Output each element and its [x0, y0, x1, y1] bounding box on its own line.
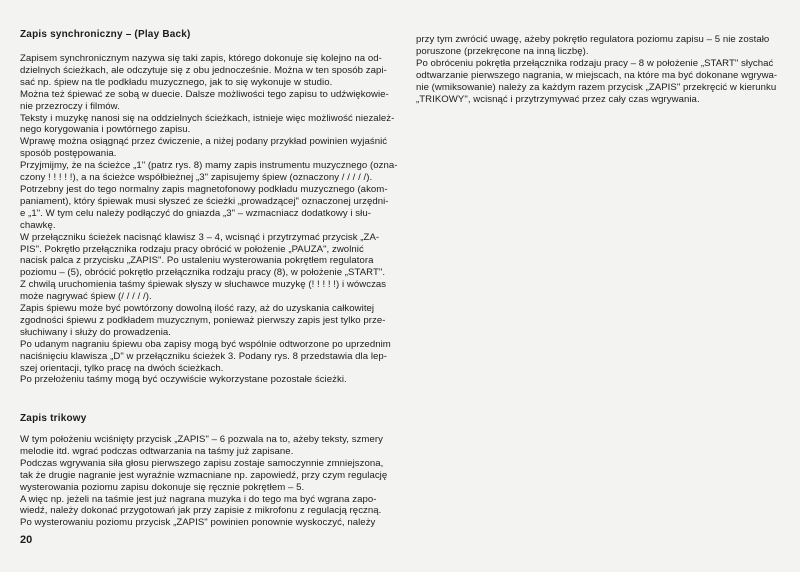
text-line: Z chwilą uruchomienia taśmy śpiewak słyszy w słuchawce muzykę (! ! ! ! !) i wówczas: [20, 279, 387, 291]
text-line: Po przełożeniu taśmy mogą być oczywiście wykorzystane pozostałe ścieżki.: [20, 374, 347, 386]
page-number: 20: [20, 534, 33, 546]
text-line: chawkę.: [20, 219, 56, 231]
text-line: sposób postępowania.: [20, 148, 117, 160]
text-line: odtwarzanie pierwszego nagrania, w miejscach, na które ma być dokonane wgrywa-: [416, 69, 778, 81]
text-line: Po obróceniu pokrętła przełącznika rodzaju pracy – 8 w położenie „START" słychać: [416, 57, 774, 69]
text-line: Po udanym nagraniu śpiewu oba zapisy mogą być wspólnie odtworzone po uprzednim: [20, 338, 391, 350]
text-line: czony ! ! ! ! !), a na ścieżce współbieżnej „3" zapisujemy śpiew (oznaczony / / / / /).: [20, 172, 373, 184]
section-text-trick-recording: [20, 434, 387, 529]
text-line: wiedź, należy dokonać przygotowań jak przy zapisie z mikrofonu z regulacją ręczną.: [20, 505, 382, 517]
text-line: Można też śpiewać ze sobą w duecie. Dalsze możliwości tego zapisu to udźwiękowie-: [20, 88, 389, 100]
text-line: melodie itd. wgrać podczas odtwarzania na taśmy już zapisane.: [20, 445, 294, 457]
text-line: naciśnięciu klawisza „D" w przełączniku ścieżek 3. Podany rys. 8 przedstawia dla lep-: [20, 350, 388, 362]
text-line: poruszone (przekręcone na inną liczbę).: [416, 45, 589, 57]
text-line: wysterowania poziomu zapisu dokonuje się ręcznie pokrętłem – 5.: [20, 481, 305, 493]
text-line: PIS". Pokrętło przełącznika rodzaju pracy obrócić w położenie „PAUZA", zwolnić: [20, 243, 364, 255]
text-line: Zapisem synchronicznym nazywa się taki zapis, którego dokonuje się kolejno na od-: [20, 53, 382, 64]
text-line: Potrzebny jest do tego normalny zapis magnetofonowy podkładu muzycznego (akom-: [20, 183, 388, 195]
text-line: Wprawę można osiągnąć przez ćwiczenie, a niżej podany przykład powinien wyjaśnić: [20, 136, 388, 148]
text-line: W przełączniku ścieżek nacisnąć klawisz 3 – 4, wcisnąć i przytrzymać przycisk „ZA-: [20, 231, 380, 243]
text-line: Przyjmijmy, że na ścieżce „1" (patrz rys. 8) mamy zapis instrumentu muzycznego (ozna-: [20, 160, 398, 172]
text-line: szej orientacji, tylko pracę na dwóch ścieżkach.: [20, 362, 224, 374]
text-line: nego korygowania i powtórnego zapisu.: [20, 124, 191, 136]
text-line: A więc np. jeżeli na taśmie jest już nagrana muzyka i do tego ma być wgrana zapo-: [20, 493, 377, 505]
text-line: paniament), który śpiewak musi słyszeć ze ścieżki „prowadzącej" oznaczonej urzędni-: [20, 195, 389, 207]
text-line: nie przezroczy i filmów.: [20, 100, 120, 112]
text-line: Podczas wgrywania siła głosu pierwszego zapisu zostaje samoczynnie zmniejszona,: [20, 457, 384, 469]
text-line: poziomu – (5), obrócić pokrętło przełącznika rodzaju pracy (8), w położenie „START".: [20, 267, 386, 279]
text-line: Po wysterowaniu poziomu przycisk „ZAPIS" powinien ponownie wyskoczyć, należy: [20, 517, 376, 529]
text-line: W tym położeniu wciśnięty przycisk „ZAPIS" – 6 pozwala na to, ażeby teksty, szmery: [20, 434, 383, 445]
text-line: dzielnych ścieżkach, ale odczytuje się z obu jednocześnie. Można w ten sposób zapi-: [20, 64, 387, 76]
text-line: sać np. śpiew na tle podkładu muzycznego, jak to się wykonuje w studio.: [20, 76, 333, 88]
text-line: Zapis śpiewu może być powtórzony dowolną ilość razy, aż do uzyskania całkowitej: [20, 303, 375, 315]
text-line: Teksty i muzykę nanosi się na oddzielnych ścieżkach, istnieje więc możliwość niezależ-: [20, 112, 395, 124]
text-line: przy tym zwrócić uwagę, ażeby pokrętło regulatora poziomu zapisu – 5 nie zostało: [416, 34, 770, 45]
text-line: tak że drugie nagranie jest wyraźnie wzmacniane np. zapowiedź, przy czym regulację: [20, 469, 388, 481]
text-line: nie (wmiksowanie) należy za każdym razem przycisk „ZAPIS" przekręcić w kierunku: [416, 81, 777, 93]
section-text-play-back: [20, 53, 397, 386]
text-line: może nagrywać śpiew (/ / / / /).: [20, 291, 152, 303]
text-line: „TRIKOWY", wcisnąć i przytrzymywać przez cały czas wgrywania.: [416, 93, 700, 105]
text-line: e „1". W tym celu należy podłączyć do gniazda „3" – wzmacniacz dodatkowy i słu-: [20, 207, 371, 219]
text-line: zgodności śpiewu z podkładem muzycznym, ponieważ pierwszy zapis jest tylko prze-: [20, 314, 386, 326]
section-heading-play-back: Zapis synchroniczny – (Play Back): [20, 29, 191, 40]
text-line: słuchiwany i służy do prowadzenia.: [20, 326, 172, 338]
text-line: nacisk palca z przycisku „ZAPIS". Po ustaleniu wysterowania pokrętłem regulatora: [20, 255, 374, 267]
continued-text: [416, 34, 777, 105]
section-heading-trick-recording: Zapis trikowy: [20, 413, 87, 424]
